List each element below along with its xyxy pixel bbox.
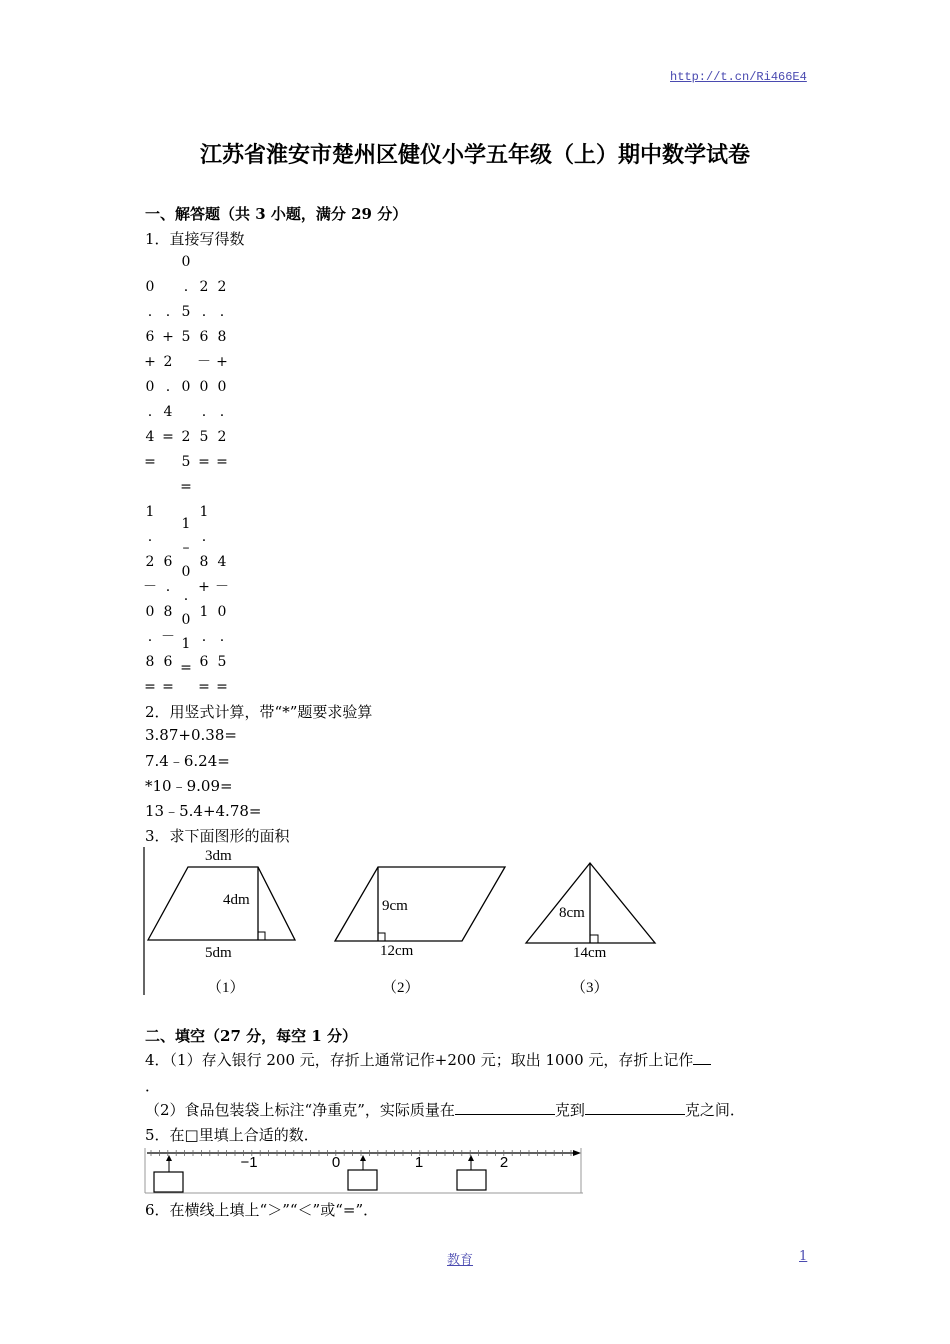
right-angle-mark <box>590 935 598 943</box>
q1-char: 6 <box>199 329 209 345</box>
q1-char: = <box>144 679 156 695</box>
fig2-caption: （2） <box>382 980 420 996</box>
q1-char: 0 <box>217 379 227 395</box>
q1-char: . <box>147 304 153 320</box>
fig2-base-label: 12cm <box>380 943 414 959</box>
q1-char: . <box>165 304 171 320</box>
q1-char: 1 <box>181 516 191 532</box>
section2-heading: 二、填空（27 分，每空 1 分） <box>145 1027 357 1045</box>
answer-blank[interactable] <box>693 1050 711 1065</box>
q1-char: = <box>180 479 192 495</box>
q1-char: 6 <box>163 554 173 570</box>
q1-char: 1 <box>199 604 209 620</box>
q1-char: = <box>162 429 174 445</box>
tick-label: 1 <box>414 1154 424 1171</box>
q6-label: 6．在横线上填上“＞”“＜”或“=”． <box>145 1201 379 1219</box>
fig2-height-label: 9cm <box>382 898 408 914</box>
q1-char: = <box>180 660 192 676</box>
q1-char: 0 <box>145 279 155 295</box>
answer-box[interactable] <box>348 1170 377 1190</box>
q1-char: 5 <box>217 654 227 670</box>
fig3-base-label: 14cm <box>573 945 607 961</box>
header-url-link[interactable]: http://t.cn/Ri466E4 <box>670 70 807 84</box>
footer-center-link[interactable]: 教育 <box>447 1253 474 1268</box>
q5-label: 5．在□里填上合适的数． <box>145 1126 319 1144</box>
q1-char: . <box>165 379 171 395</box>
q1-char: . <box>219 629 225 645</box>
q4-line1-end: ． <box>145 1077 161 1095</box>
q1-label: 1．直接写得数 <box>145 230 245 248</box>
fig1-height-label: 4dm <box>223 892 250 908</box>
q1-char: 2 <box>181 429 191 445</box>
q1-char: 2 <box>163 354 173 370</box>
q1-char: － <box>143 579 157 595</box>
q1-char: . <box>147 404 153 420</box>
right-angle-mark <box>258 932 265 940</box>
q1-char: 0 <box>199 379 209 395</box>
number-line <box>143 1147 588 1195</box>
q1-char: 1 <box>181 636 191 652</box>
q1-char: . <box>183 588 189 604</box>
q1-char: 4 <box>217 554 227 570</box>
q1-char: . <box>201 529 207 545</box>
q1-char: . <box>147 529 153 545</box>
pointer-arrow-head <box>468 1155 474 1161</box>
q1-char: 1 <box>145 504 155 520</box>
q1-char: 0 <box>145 379 155 395</box>
tick-label: 2 <box>499 1154 509 1171</box>
answer-box[interactable] <box>154 1172 183 1192</box>
q3-label: 3．求下面图形的面积 <box>145 827 290 845</box>
q1-char: = <box>198 454 210 470</box>
q1-char: = <box>144 454 156 470</box>
q1-char: 6 <box>163 654 173 670</box>
q2-item: 7.4﹣6.24= <box>145 752 230 770</box>
q1-char: . <box>147 629 153 645</box>
q1-char: 1 <box>199 504 209 520</box>
fig1-top-label: 3dm <box>205 848 232 864</box>
q1-char: 0 <box>181 612 191 628</box>
q1-char: = <box>162 679 174 695</box>
section1-heading: 一、解答题（共 3 小题，满分 29 分） <box>145 205 408 223</box>
q3-figures <box>140 845 670 997</box>
q1-char: 8 <box>145 654 155 670</box>
page-number: 1 <box>799 1249 808 1264</box>
q1-char: － <box>161 629 175 645</box>
q4-line2 <box>145 1099 745 1120</box>
q1-char: 2 <box>145 554 155 570</box>
q1-char: . <box>219 304 225 320</box>
q4-line1-text: 4．（1）存入银行 200 元，存折上通常记作+200 元；取出 1000 元，存折上记作 <box>145 1051 694 1069</box>
q2-item: 13﹣5.4+4.78= <box>145 802 262 820</box>
q1-char: = <box>216 454 228 470</box>
q1-char: 4 <box>145 429 155 445</box>
q1-char: 4 <box>163 404 173 420</box>
q1-char: 2 <box>217 279 227 295</box>
q2-label: 2．用竖式计算，带“*”题要求验算 <box>145 703 373 721</box>
q1-char: 5 <box>181 329 191 345</box>
pointer-arrow-head <box>166 1155 172 1161</box>
q1-char: . <box>183 279 189 295</box>
q1-char: 5 <box>181 454 191 470</box>
q1-char: 5 <box>181 304 191 320</box>
q1-char: 0 <box>145 604 155 620</box>
q1-char: . <box>201 404 207 420</box>
q1-char: = <box>198 679 210 695</box>
q1-char: 0 <box>181 379 191 395</box>
number-line-arrow <box>573 1150 581 1156</box>
q4-line2-text-b: 克到 <box>554 1101 585 1119</box>
q1-char: 0 <box>181 564 191 580</box>
page-title: 江苏省淮安市楚州区健仪小学五年级（上）期中数学试卷 <box>199 142 750 168</box>
q1-char: . <box>165 579 171 595</box>
q1-char: 8 <box>217 329 227 345</box>
q1-char: 6 <box>199 654 209 670</box>
fig3-height-label: 8cm <box>559 905 585 921</box>
answer-box[interactable] <box>457 1170 486 1190</box>
q1-char: 8 <box>163 604 173 620</box>
q4-line1 <box>145 1049 711 1070</box>
q1-char: . <box>219 404 225 420</box>
q1-char: + <box>198 579 210 595</box>
q1-char: – <box>182 540 190 556</box>
q4-line2-text-c: 克之间． <box>684 1101 745 1119</box>
q1-char: 2 <box>217 429 227 445</box>
q1-char: . <box>201 629 207 645</box>
answer-blank[interactable] <box>455 1100 555 1115</box>
q1-char: = <box>216 679 228 695</box>
tick-label: −1 <box>240 1154 258 1171</box>
fig1-bottom-label: 5dm <box>205 945 232 961</box>
q1-char: + <box>216 354 228 370</box>
q1-char: － <box>215 579 229 595</box>
parallelogram-shape <box>335 867 505 941</box>
tick-label: 0 <box>331 1154 341 1171</box>
q1-char: 8 <box>199 554 209 570</box>
q1-char: 0 <box>181 254 191 270</box>
q1-char: . <box>201 304 207 320</box>
q1-char: + <box>162 329 174 345</box>
answer-blank[interactable] <box>585 1100 685 1115</box>
fig3-caption: （3） <box>571 980 609 996</box>
q1-char: 0 <box>217 604 227 620</box>
q1-char: 5 <box>199 429 209 445</box>
q2-item: 3.87+0.38= <box>145 726 237 744</box>
trapezoid-shape <box>148 867 295 940</box>
q1-char: － <box>197 354 211 370</box>
q2-item: *10﹣9.09= <box>145 777 233 795</box>
q1-char: 2 <box>199 279 209 295</box>
q1-char: + <box>144 354 156 370</box>
right-angle-mark <box>378 933 385 941</box>
q4-line2-text-a: （2）食品包装袋上标注“净重克”，实际质量在 <box>145 1101 455 1119</box>
fig1-caption: （1） <box>207 980 245 996</box>
q1-char: 6 <box>145 329 155 345</box>
